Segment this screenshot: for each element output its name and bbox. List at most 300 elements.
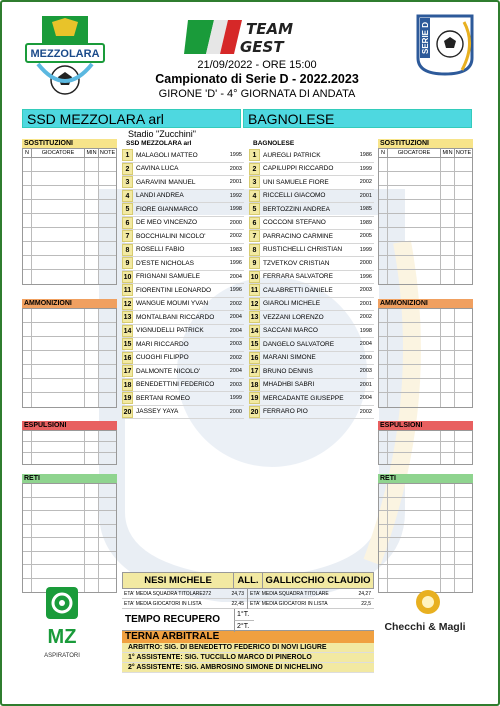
grid-cell[interactable] — [441, 538, 455, 551]
grid-cell[interactable] — [379, 270, 388, 284]
grid-cell[interactable] — [99, 309, 116, 322]
grid-cell[interactable] — [32, 172, 85, 185]
empty-grid-row[interactable] — [23, 242, 116, 256]
empty-grid-row[interactable] — [23, 158, 116, 172]
empty-grid-row[interactable] — [23, 351, 116, 365]
grid-cell[interactable] — [441, 442, 455, 452]
away-avg-starting-label: ETA' MEDIA SQUADRA TITOLARE — [250, 591, 329, 597]
home-player-list — [122, 149, 244, 419]
grid-cell[interactable] — [85, 270, 99, 284]
grid-cell[interactable] — [455, 552, 472, 565]
shirt-number: 13 — [249, 311, 260, 323]
grid-cell[interactable] — [379, 525, 388, 538]
empty-grid-row[interactable] — [23, 309, 116, 323]
grid-cell[interactable] — [32, 511, 85, 524]
grid-cell[interactable] — [455, 186, 472, 199]
shirt-number: 7 — [249, 230, 260, 242]
grid-cell[interactable] — [379, 565, 388, 578]
grid-cell[interactable] — [388, 270, 441, 284]
grid-cell[interactable] — [85, 538, 99, 551]
player-name: FIORE GIANMARCO — [136, 205, 198, 213]
grid-cell[interactable] — [388, 242, 441, 255]
grid-cell[interactable] — [379, 172, 388, 185]
grid-cell[interactable] — [388, 337, 441, 350]
grid-cell[interactable] — [388, 538, 441, 551]
grid-cell[interactable] — [85, 484, 99, 497]
grid-cell[interactable] — [85, 242, 99, 255]
grid-cell[interactable] — [441, 186, 455, 199]
grid-cell[interactable] — [99, 538, 116, 551]
shirt-number: 19 — [122, 392, 133, 404]
empty-grid-row[interactable] — [379, 379, 472, 393]
player-name: MARANI SIMONE — [263, 354, 316, 362]
grid-cell[interactable] — [99, 365, 116, 378]
grid-cell[interactable] — [32, 186, 85, 199]
grid-cell[interactable] — [455, 256, 472, 269]
grid-cell[interactable] — [85, 498, 99, 511]
grid-cell[interactable] — [441, 270, 455, 284]
grid-cell[interactable] — [23, 309, 32, 322]
grid-cell[interactable] — [455, 453, 472, 464]
empty-grid-row[interactable] — [379, 365, 472, 379]
grid-cell[interactable] — [32, 200, 85, 213]
grid-cell[interactable] — [23, 379, 32, 392]
grid-cell[interactable] — [23, 337, 32, 350]
grid-cell[interactable] — [85, 579, 99, 593]
grid-cell[interactable] — [99, 511, 116, 524]
birth-year: 2001 — [229, 179, 242, 186]
empty-grid-row[interactable] — [23, 256, 116, 270]
grid-cell[interactable] — [99, 453, 116, 464]
grid-cell[interactable] — [85, 511, 99, 524]
grid-cell[interactable] — [32, 365, 85, 378]
grid-cell[interactable] — [455, 270, 472, 284]
empty-grid-row[interactable] — [379, 256, 472, 270]
grid-cell[interactable] — [85, 158, 99, 171]
empty-grid-row[interactable] — [379, 172, 472, 186]
grid-cell[interactable] — [455, 242, 472, 255]
empty-grid-row[interactable] — [23, 538, 116, 552]
grid-cell[interactable] — [379, 379, 388, 392]
empty-grid-row[interactable] — [379, 453, 472, 464]
grid-cell[interactable] — [99, 484, 116, 497]
home-player-row — [122, 149, 244, 163]
grid-cell[interactable] — [32, 270, 85, 284]
grid-cell[interactable] — [32, 158, 85, 171]
grid-cell[interactable] — [455, 498, 472, 511]
empty-grid-row[interactable] — [23, 525, 116, 539]
empty-grid-row[interactable] — [23, 379, 116, 393]
grid-cell[interactable] — [85, 453, 99, 464]
grid-cell[interactable] — [441, 158, 455, 171]
grid-cell[interactable] — [23, 511, 32, 524]
grid-cell[interactable] — [99, 498, 116, 511]
birth-year: 2000 — [359, 354, 372, 361]
grid-cell[interactable] — [32, 552, 85, 565]
grid-cell[interactable] — [379, 484, 388, 497]
grid-cell[interactable] — [379, 186, 388, 199]
empty-grid-row[interactable] — [379, 431, 472, 442]
grid-cell[interactable] — [388, 309, 441, 322]
grid-cell[interactable] — [379, 442, 388, 452]
grid-cell[interactable] — [441, 228, 455, 241]
empty-grid-row[interactable] — [379, 351, 472, 365]
grid-cell[interactable] — [455, 309, 472, 322]
grid-cell[interactable] — [23, 242, 32, 255]
grid-cell[interactable] — [388, 511, 441, 524]
empty-grid-row[interactable] — [379, 511, 472, 525]
birth-year: 2002 — [359, 408, 372, 415]
grid-cell[interactable] — [388, 228, 441, 241]
grid-cell[interactable] — [85, 172, 99, 185]
away-player-row — [249, 352, 374, 366]
grid-cell[interactable] — [441, 256, 455, 269]
grid-cell[interactable] — [99, 379, 116, 392]
grid-cell[interactable] — [379, 214, 388, 227]
grid-cell[interactable] — [99, 214, 116, 227]
empty-grid-row[interactable] — [379, 200, 472, 214]
grid-cell[interactable] — [23, 351, 32, 364]
grid-cell[interactable] — [85, 565, 99, 578]
grid-cell[interactable] — [388, 552, 441, 565]
grid-cell[interactable] — [32, 431, 85, 441]
grid-cell[interactable] — [455, 442, 472, 452]
grid-cell[interactable] — [32, 214, 85, 227]
grid-cell[interactable] — [85, 442, 99, 452]
grid-cell[interactable] — [388, 186, 441, 199]
grid-cell[interactable] — [85, 525, 99, 538]
grid-cell[interactable] — [32, 323, 85, 336]
grid-cell[interactable] — [99, 172, 116, 185]
empty-grid-row[interactable] — [379, 337, 472, 351]
grid-cell[interactable] — [85, 351, 99, 364]
birth-year: 2004 — [229, 314, 242, 321]
grid-cell[interactable] — [441, 393, 455, 407]
grid-cell[interactable] — [379, 351, 388, 364]
empty-grid-row[interactable] — [379, 270, 472, 284]
grid-cell[interactable] — [388, 565, 441, 578]
grid-cell[interactable] — [23, 565, 32, 578]
grid-cell[interactable] — [23, 498, 32, 511]
away-player-row — [249, 365, 374, 379]
grid-cell[interactable] — [99, 525, 116, 538]
grid-cell[interactable] — [388, 431, 441, 441]
birth-year: 2001 — [359, 300, 372, 307]
grid-cell[interactable] — [85, 323, 99, 336]
grid-cell[interactable] — [32, 351, 85, 364]
shirt-number: 5 — [249, 203, 260, 215]
grid-cell[interactable] — [99, 228, 116, 241]
grid-cell[interactable] — [379, 498, 388, 511]
empty-grid-row[interactable] — [379, 442, 472, 453]
grid-cell[interactable] — [85, 186, 99, 199]
grid-cell[interactable] — [388, 200, 441, 213]
grid-cell[interactable] — [441, 172, 455, 185]
grid-cell[interactable] — [85, 214, 99, 227]
grid-cell[interactable] — [455, 431, 472, 441]
grid-cell[interactable] — [388, 158, 441, 171]
grid-cell[interactable] — [379, 242, 388, 255]
grid-cell[interactable] — [32, 484, 85, 497]
grid-cell[interactable] — [85, 337, 99, 350]
grid-cell[interactable] — [388, 484, 441, 497]
grid-cell[interactable] — [441, 565, 455, 578]
grid-cell[interactable] — [379, 511, 388, 524]
grid-cell[interactable] — [455, 525, 472, 538]
grid-cell[interactable] — [441, 484, 455, 497]
grid-cell[interactable] — [99, 337, 116, 350]
grid-cell[interactable] — [23, 484, 32, 497]
empty-grid-row[interactable] — [23, 498, 116, 512]
grid-cell[interactable] — [388, 323, 441, 336]
grid-cell[interactable] — [455, 172, 472, 185]
grid-cell[interactable] — [379, 393, 388, 407]
birth-year: 2002 — [229, 233, 242, 240]
grid-cell[interactable] — [99, 552, 116, 565]
grid-cell[interactable] — [455, 484, 472, 497]
grid-cell[interactable] — [441, 453, 455, 464]
empty-grid-row[interactable] — [379, 228, 472, 242]
grid-cell[interactable] — [99, 431, 116, 441]
grid-cell[interactable] — [388, 365, 441, 378]
grid-cell[interactable] — [32, 538, 85, 551]
empty-grid-row[interactable] — [23, 337, 116, 351]
grid-cell[interactable] — [23, 365, 32, 378]
grid-cell[interactable] — [379, 309, 388, 322]
empty-grid-row[interactable] — [23, 552, 116, 566]
empty-grid-row[interactable] — [23, 323, 116, 337]
grid-cell[interactable] — [23, 214, 32, 227]
away-player-row — [249, 163, 374, 177]
empty-grid-row[interactable] — [23, 365, 116, 379]
grid-cell[interactable] — [379, 552, 388, 565]
grid-cell[interactable] — [455, 214, 472, 227]
grid-cell[interactable] — [455, 379, 472, 392]
grid-cell[interactable] — [455, 323, 472, 336]
grid-cell[interactable] — [23, 200, 32, 213]
grid-cell[interactable] — [85, 228, 99, 241]
grid-cell[interactable] — [441, 511, 455, 524]
grid-cell[interactable] — [379, 337, 388, 350]
grid-cell[interactable] — [85, 309, 99, 322]
grid-cell[interactable] — [32, 565, 85, 578]
grid-cell[interactable] — [99, 270, 116, 284]
grid-cell[interactable] — [388, 256, 441, 269]
grid-cell[interactable] — [23, 323, 32, 336]
grid-cell[interactable] — [388, 214, 441, 227]
grid-cell[interactable] — [379, 538, 388, 551]
shirt-number: 1 — [122, 149, 133, 161]
grid-cell[interactable] — [379, 365, 388, 378]
grid-cell[interactable] — [455, 365, 472, 378]
grid-cell[interactable] — [99, 351, 116, 364]
grid-cell[interactable] — [99, 442, 116, 452]
grid-cell[interactable] — [99, 323, 116, 336]
grid-cell[interactable] — [441, 337, 455, 350]
empty-grid-row[interactable] — [379, 484, 472, 498]
grid-cell[interactable] — [32, 309, 85, 322]
grid-cell[interactable] — [99, 393, 116, 407]
grid-cell[interactable] — [441, 525, 455, 538]
grid-cell[interactable] — [32, 228, 85, 241]
grid-cell[interactable] — [388, 498, 441, 511]
empty-grid-row[interactable] — [379, 214, 472, 228]
grid-cell[interactable] — [455, 511, 472, 524]
grid-cell[interactable] — [455, 393, 472, 407]
grid-cell[interactable] — [388, 453, 441, 464]
grid-cell[interactable] — [32, 256, 85, 269]
grid-cell[interactable] — [441, 242, 455, 255]
grid-cell[interactable] — [455, 200, 472, 213]
checchi-magli-text: Checchi & Magli — [384, 621, 466, 633]
grid-cell[interactable] — [23, 525, 32, 538]
grid-cell[interactable] — [388, 379, 441, 392]
grid-cell[interactable] — [379, 158, 388, 171]
grid-cell[interactable] — [99, 579, 116, 593]
grid-cell[interactable] — [441, 200, 455, 213]
coaches-row — [122, 572, 374, 589]
grid-cell[interactable] — [388, 393, 441, 407]
grid-cell[interactable] — [388, 525, 441, 538]
empty-grid-row[interactable] — [23, 431, 116, 442]
empty-grid-row[interactable] — [23, 442, 116, 453]
grid-cell[interactable] — [455, 565, 472, 578]
grid-cell[interactable] — [455, 228, 472, 241]
grid-cell[interactable] — [441, 365, 455, 378]
shirt-number: 20 — [249, 406, 260, 418]
grid-cell[interactable] — [23, 393, 32, 407]
empty-grid-row[interactable] — [379, 186, 472, 200]
empty-grid-row[interactable] — [23, 453, 116, 464]
empty-grid-row[interactable] — [379, 309, 472, 323]
grid-cell[interactable] — [99, 186, 116, 199]
grid-cell[interactable] — [32, 442, 85, 452]
empty-grid-row[interactable] — [379, 158, 472, 172]
away-sendoffs-title: ESPULSIONI — [378, 421, 473, 430]
empty-grid-row[interactable] — [23, 200, 116, 214]
grid-cell[interactable] — [441, 379, 455, 392]
empty-grid-row[interactable] — [379, 323, 472, 337]
grid-cell[interactable] — [32, 379, 85, 392]
grid-cell[interactable] — [23, 270, 32, 284]
grid-cell[interactable] — [441, 309, 455, 322]
grid-cell[interactable] — [99, 200, 116, 213]
grid-cell[interactable] — [441, 498, 455, 511]
empty-grid-row[interactable] — [379, 393, 472, 407]
shirt-number: 2 — [122, 163, 133, 175]
empty-grid-row[interactable] — [23, 484, 116, 498]
shirt-number: 18 — [122, 379, 133, 391]
empty-grid-row[interactable] — [23, 186, 116, 200]
grid-cell[interactable] — [441, 323, 455, 336]
grid-cell[interactable] — [388, 442, 441, 452]
grid-cell[interactable] — [85, 365, 99, 378]
grid-cell[interactable] — [379, 431, 388, 441]
empty-grid-row[interactable] — [379, 552, 472, 566]
grid-cell[interactable] — [455, 337, 472, 350]
grid-cell[interactable] — [379, 256, 388, 269]
grid-cell[interactable] — [23, 256, 32, 269]
empty-grid-row[interactable] — [23, 214, 116, 228]
grid-cell[interactable] — [23, 228, 32, 241]
player-name: FERRARA SALVATORE — [263, 273, 333, 281]
player-name: VIGNUDELLI PATRICK — [136, 327, 204, 335]
grid-cell[interactable] — [441, 431, 455, 441]
grid-cell[interactable] — [379, 200, 388, 213]
empty-grid-row[interactable] — [23, 393, 116, 407]
empty-grid-row[interactable] — [379, 498, 472, 512]
grid-cell[interactable] — [32, 337, 85, 350]
grid-cell[interactable] — [455, 538, 472, 551]
home-team-name: SSD MEZZOLARA arl — [22, 109, 241, 128]
grid-cell[interactable] — [455, 158, 472, 171]
grid-cell[interactable] — [441, 214, 455, 227]
empty-grid-row[interactable] — [379, 565, 472, 579]
empty-grid-row[interactable] — [23, 511, 116, 525]
grid-cell[interactable] — [85, 393, 99, 407]
grid-cell[interactable] — [99, 565, 116, 578]
empty-grid-row[interactable] — [379, 242, 472, 256]
grid-cell[interactable] — [388, 172, 441, 185]
empty-grid-row[interactable] — [23, 228, 116, 242]
grid-cell[interactable] — [99, 158, 116, 171]
grid-cell[interactable] — [85, 256, 99, 269]
empty-grid-row[interactable] — [23, 172, 116, 186]
grid-cell[interactable] — [32, 498, 85, 511]
grid-cell[interactable] — [32, 453, 85, 464]
grid-cell[interactable] — [441, 552, 455, 565]
empty-grid-row[interactable] — [23, 270, 116, 284]
serie-d-text: SERIE D — [421, 21, 430, 54]
grid-cell[interactable] — [23, 579, 32, 593]
shirt-number: 17 — [122, 365, 133, 377]
shirt-number: 14 — [122, 325, 133, 337]
grid-cell[interactable] — [379, 228, 388, 241]
mz-text: MZ — [47, 626, 77, 648]
grid-cell[interactable] — [441, 351, 455, 364]
empty-grid-row[interactable] — [23, 565, 116, 579]
birth-year: 2003 — [359, 287, 372, 294]
player-name: D'ESTE NICHOLAS — [136, 259, 194, 267]
grid-cell[interactable] — [23, 552, 32, 565]
grid-cell[interactable] — [85, 200, 99, 213]
grid-cell[interactable] — [455, 351, 472, 364]
grid-cell[interactable] — [23, 431, 32, 441]
away-lineup-header: BAGNOLESE — [253, 140, 295, 147]
grid-cell[interactable] — [23, 442, 32, 452]
grid-cell[interactable] — [23, 158, 32, 171]
grid-cell[interactable] — [379, 323, 388, 336]
empty-grid-row[interactable] — [379, 538, 472, 552]
grid-cell[interactable] — [85, 552, 99, 565]
grid-cell[interactable] — [32, 393, 85, 407]
grid-cell[interactable] — [32, 242, 85, 255]
grid-cell[interactable] — [23, 186, 32, 199]
grid-cell[interactable] — [85, 379, 99, 392]
grid-cell[interactable] — [388, 351, 441, 364]
grid-cell[interactable] — [85, 431, 99, 441]
home-player-row — [122, 365, 244, 379]
grid-cell[interactable] — [32, 525, 85, 538]
grid-cell[interactable] — [99, 256, 116, 269]
home-player-row — [122, 217, 244, 231]
grid-cell[interactable] — [99, 242, 116, 255]
grid-cell[interactable] — [23, 453, 32, 464]
empty-grid-row[interactable] — [379, 525, 472, 539]
grid-cell[interactable] — [23, 172, 32, 185]
grid-cell[interactable] — [23, 538, 32, 551]
grid-cell[interactable] — [379, 453, 388, 464]
